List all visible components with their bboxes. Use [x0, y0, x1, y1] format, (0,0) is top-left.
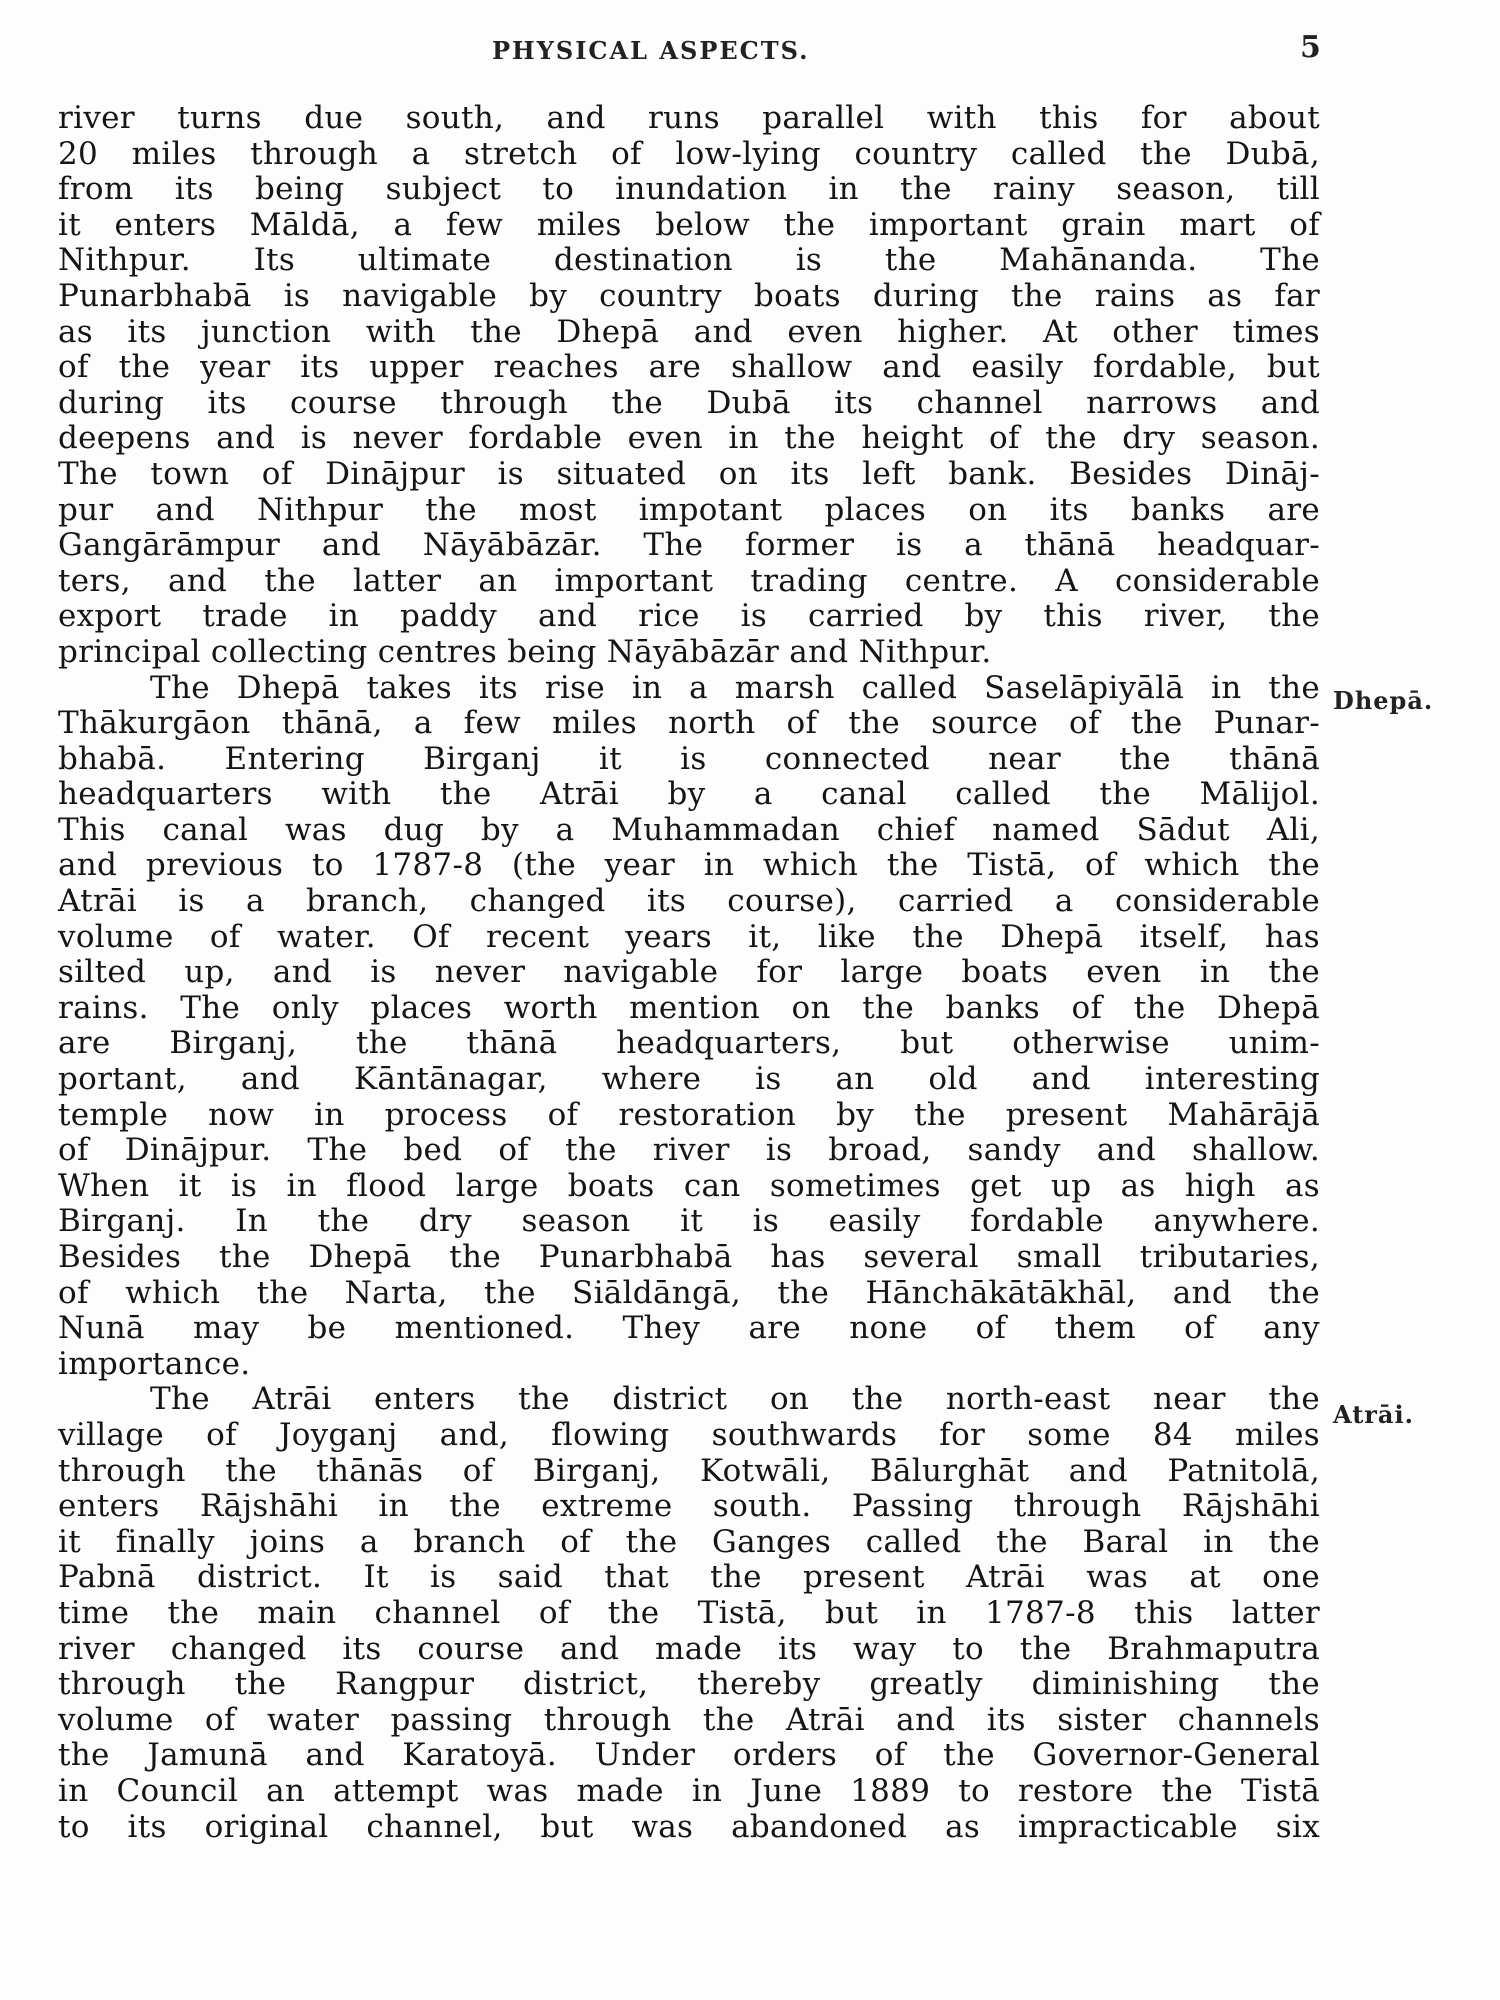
text-line: importance.	[58, 1345, 251, 1382]
text-line: to its original channel, but was abandoned as impracticable six	[58, 1808, 1320, 1845]
text-line: river changed its course and made its way to the Brahmaputra	[58, 1630, 1320, 1667]
text-line: from its being subject to inundation in the rainy season, till	[58, 171, 1320, 208]
text-line: during its course through the Dubā its channel narrows and	[58, 384, 1320, 421]
text-line: Pabnā district. It is said that the present Atrāi was at one	[58, 1559, 1320, 1596]
margin-note-atrai: Atrāi.	[1333, 1400, 1414, 1429]
text-line: in Council an attempt was made in June 1889 to restore the Tistā	[58, 1772, 1320, 1809]
text-line-dhepa-paragraph-start: The Dhepā takes its rise in a marsh called Saselāpiyālā in the	[150, 669, 1320, 706]
text-line: principal collecting centres being Nāyābāzār and Nithpur.	[58, 633, 992, 670]
text-line: rains. The only places worth mention on the banks of the Dhepā	[58, 989, 1320, 1026]
text-line: This canal was dug by a Muhammadan chief named Sādut Ali,	[58, 811, 1320, 848]
text-line: river turns due south, and runs parallel with this for about	[58, 100, 1320, 136]
text-line: volume of water passing through the Atrāi and its sister channels	[58, 1701, 1320, 1738]
text-line: of the year its upper reaches are shallow and easily fordable, but	[58, 349, 1320, 386]
text-line: the Jamunā and Karatoyā. Under orders of the Governor-General	[58, 1737, 1320, 1774]
text-line: village of Joyganj and, flowing southwards for some 84 miles	[58, 1416, 1320, 1453]
text-line: time the main channel of the Tistā, but in 1787-8 this latter	[58, 1594, 1320, 1631]
text-line: volume of water. Of recent years it, like the Dhepā itself, has	[58, 918, 1320, 955]
text-line: Besides the Dhepā the Punarbhabā has several small tributaries,	[58, 1239, 1320, 1275]
text-line: Nithpur. Its ultimate destination is the Mahānanda. The	[58, 242, 1320, 279]
text-line: Atrāi is a branch, changed its course), carried a considerable	[58, 883, 1320, 920]
text-line: Gangārāmpur and Nāyābāzār. The former is a thānā headquar-	[58, 527, 1320, 564]
text-line: silted up, and is never navigable for large boats even in the	[58, 954, 1320, 991]
text-line: When it is in flood large boats can sometimes get up as high as	[58, 1167, 1320, 1204]
text-line: 20 miles through a stretch of low-lying country called the Dubā,	[58, 135, 1320, 172]
text-line: through the thānās of Birganj, Kotwāli, Bālurghāt and Patnitolā,	[58, 1452, 1320, 1489]
text-line: Thākurgāon thānā, a few miles north of the source of the Punar-	[58, 705, 1320, 742]
margin-note-dhepa: Dhepā.	[1333, 686, 1434, 715]
text-line-atrai-paragraph-start: The Atrāi enters the district on the north-east near the	[150, 1381, 1320, 1418]
body-text	[58, 101, 1320, 1845]
text-line: Birganj. In the dry season it is easily fordable anywhere.	[58, 1203, 1320, 1240]
text-line: it enters Māldā, a few miles below the important grain mart of	[58, 206, 1320, 243]
text-line: ters, and the latter an important trading centre. A considerable	[58, 562, 1320, 599]
text-line: export trade in paddy and rice is carried by this river, the	[58, 598, 1320, 635]
text-line: deepens and is never fordable even in the height of the dry season.	[58, 420, 1320, 457]
text-line: pur and Nithpur the most impotant places on its banks are	[58, 491, 1320, 528]
text-line: headquarters with the Atrāi by a canal called the Mālijol.	[58, 776, 1320, 813]
text-line: as its junction with the Dhepā and even higher. At other times	[58, 313, 1320, 350]
text-line: Punarbhabā is navigable by country boats during the rains as far	[58, 277, 1320, 314]
page-header	[0, 30, 1500, 70]
text-line: bhabā. Entering Birganj it is connected near the thānā	[58, 740, 1320, 777]
text-line: Nunā may be mentioned. They are none of them of any	[58, 1310, 1320, 1347]
text-line: of Dinājpur. The bed of the river is broad, sandy and shallow.	[58, 1132, 1320, 1169]
text-line: through the Rangpur district, thereby greatly diminishing the	[58, 1666, 1320, 1703]
text-line: of which the Narta, the Siāldāngā, the Hānchākātākhāl, and the	[58, 1274, 1320, 1311]
running-head: PHYSICAL ASPECTS.	[492, 36, 810, 65]
text-line: are Birganj, the thānā headquarters, but otherwise unim-	[58, 1025, 1320, 1062]
page-number: 5	[1300, 30, 1321, 65]
text-line: it finally joins a branch of the Ganges called the Baral in the	[58, 1523, 1320, 1560]
text-line: The town of Dinājpur is situated on its left bank. Besides Dināj-	[58, 455, 1320, 492]
text-line: temple now in process of restoration by the present Mahārājā	[58, 1096, 1320, 1133]
text-line: portant, and Kāntānagar, where is an old and interesting	[58, 1061, 1320, 1098]
text-line: and previous to 1787-8 (the year in which the Tistā, of which the	[58, 847, 1320, 884]
text-line: enters Rājshāhi in the extreme south. Passing through Rājshāhi	[58, 1488, 1320, 1525]
